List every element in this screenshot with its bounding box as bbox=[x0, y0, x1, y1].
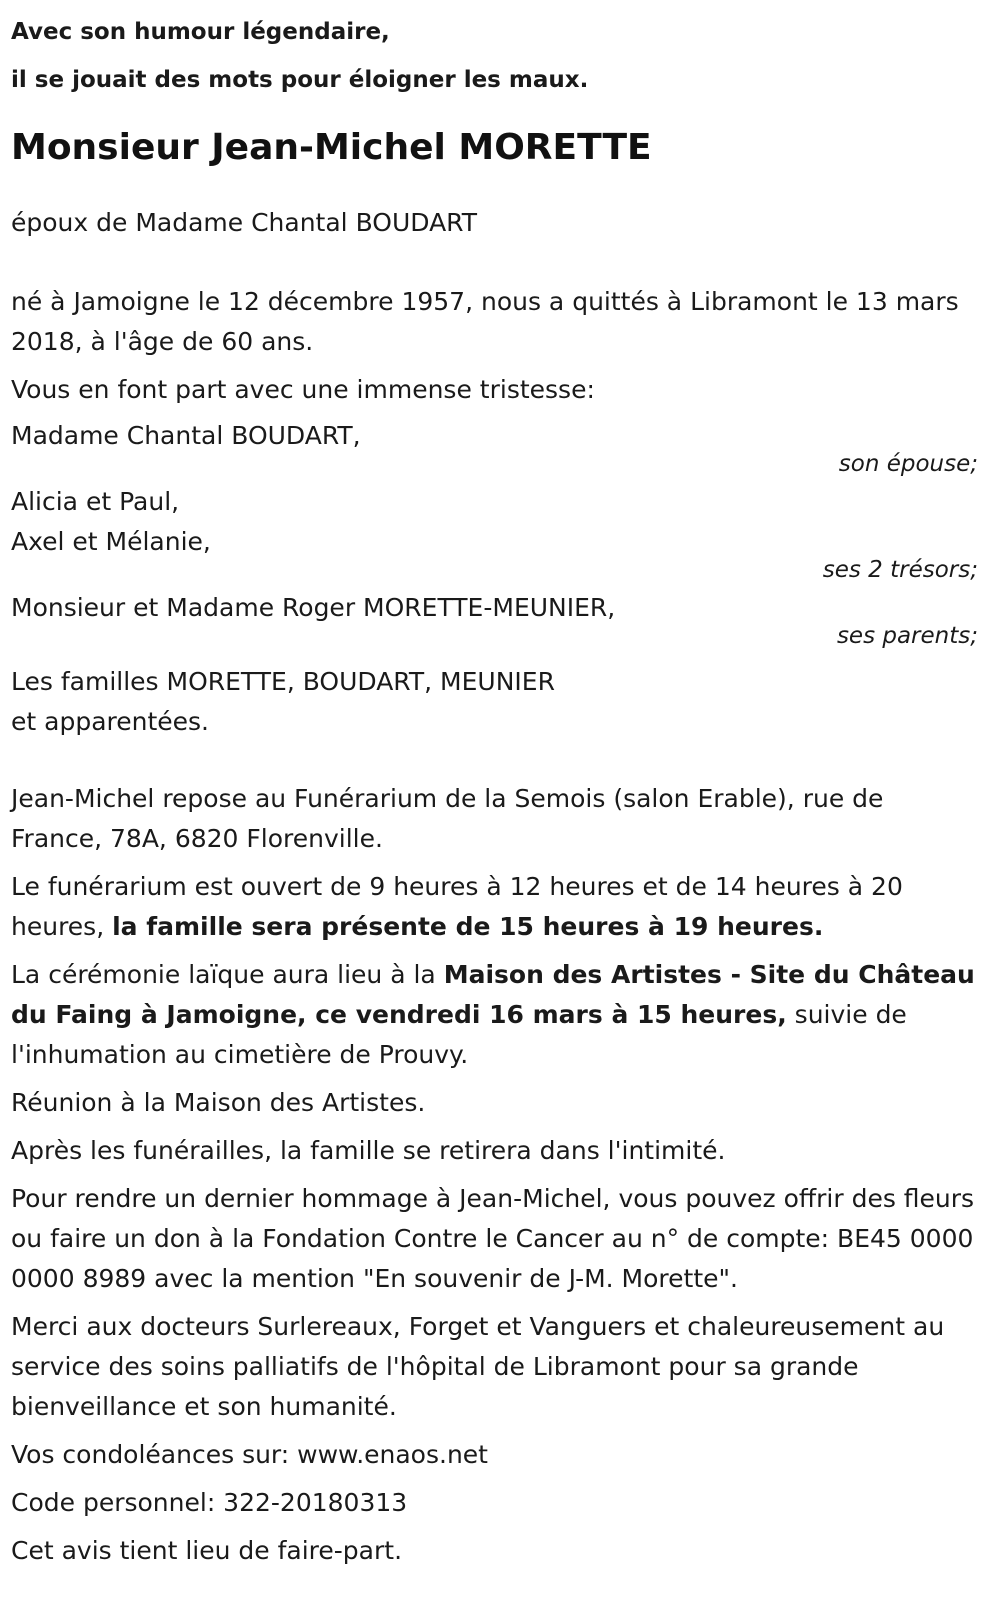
mourner-name: Madame Chantal BOUDART, bbox=[11, 421, 361, 450]
mourner-name: Axel et Mélanie, bbox=[11, 527, 211, 556]
family-presence-hours: la famille sera présente de 15 heures à 19 heures. bbox=[112, 912, 824, 941]
mourner-relation: ses 2 trésors; bbox=[822, 557, 978, 583]
announcement-intro: Vous en font part avec une immense tristesse: bbox=[11, 375, 595, 404]
mourner-relation: ses parents; bbox=[836, 623, 978, 649]
reunion-text: Réunion à la Maison des Artistes. bbox=[11, 1088, 426, 1117]
mourner-spouse bbox=[11, 416, 978, 476]
repose-location: Jean-Michel repose au Funérarium de la Semois (salon Erable), rue de France, 78A, 6820 Florenville. bbox=[11, 784, 884, 853]
thanks-text: Merci aux docteurs Surlereaux, Forget et Vanguers et chaleureusement au service des soins palliatifs de l'hôpital de Libramont pour sa grande bienveillance et son humanité. bbox=[11, 1312, 945, 1421]
epigraph bbox=[11, 8, 978, 104]
ceremony-text-burial: suivie de l'inhumation au cimetière de Prouvy. bbox=[11, 1000, 907, 1069]
epigraph-line-1: Avec son humour légendaire, bbox=[11, 19, 390, 45]
spouse-line: époux de Madame Chantal BOUDART bbox=[11, 208, 477, 237]
ceremony-details bbox=[11, 955, 978, 1075]
mourner-relation: son épouse; bbox=[838, 451, 978, 477]
donation-text: Pour rendre un dernier hommage à Jean-Michel, vous pouvez offrir des fleurs ou faire un don à la Fondation Contre le Cancer au n° de compte: BE45 0000 0000 8989 avec la mention "En souvenir de J-M. Morette". bbox=[11, 1184, 975, 1293]
personal-code: Code personnel: 322-20180313 bbox=[11, 1488, 408, 1517]
mourner-parents bbox=[11, 588, 978, 648]
mourner-children bbox=[11, 482, 978, 582]
visiting-hours-text: Le funérarium est ouvert de 9 heures à 12 heures et de 14 heures à 20 heures, bbox=[11, 872, 903, 941]
closing-note: Cet avis tient lieu de faire-part. bbox=[11, 1536, 403, 1565]
condolences-link-text: Vos condoléances sur: www.enaos.net bbox=[11, 1440, 488, 1469]
mourner-name: Monsieur et Madame Roger MORETTE-MEUNIER, bbox=[11, 593, 616, 622]
epigraph-line-2: il se jouait des mots pour éloigner les maux. bbox=[11, 67, 589, 93]
ceremony-place-time: Maison des Artistes - Site du Château du Faing à Jamoigne, ce vendredi 16 mars à 15 heures, bbox=[11, 960, 975, 1029]
families-line-1: Les familles MORETTE, BOUDART, MEUNIER bbox=[11, 667, 555, 696]
after-funeral-text: Après les funérailles, la famille se retirera dans l'intimité. bbox=[11, 1136, 726, 1165]
deceased-name: Monsieur Jean-Michel MORETTE bbox=[11, 127, 652, 168]
mourner-families bbox=[11, 662, 978, 742]
families-line-2: et apparentées. bbox=[11, 707, 209, 736]
visiting-hours bbox=[11, 867, 978, 947]
birth-death-text: né à Jamoigne le 12 décembre 1957, nous a quittés à Libramont le 13 mars 2018, à l'âge de 60 ans. bbox=[11, 287, 959, 356]
ceremony-text-intro: La cérémonie laïque aura lieu à la bbox=[11, 960, 444, 989]
mourner-name: Alicia et Paul, bbox=[11, 487, 180, 516]
